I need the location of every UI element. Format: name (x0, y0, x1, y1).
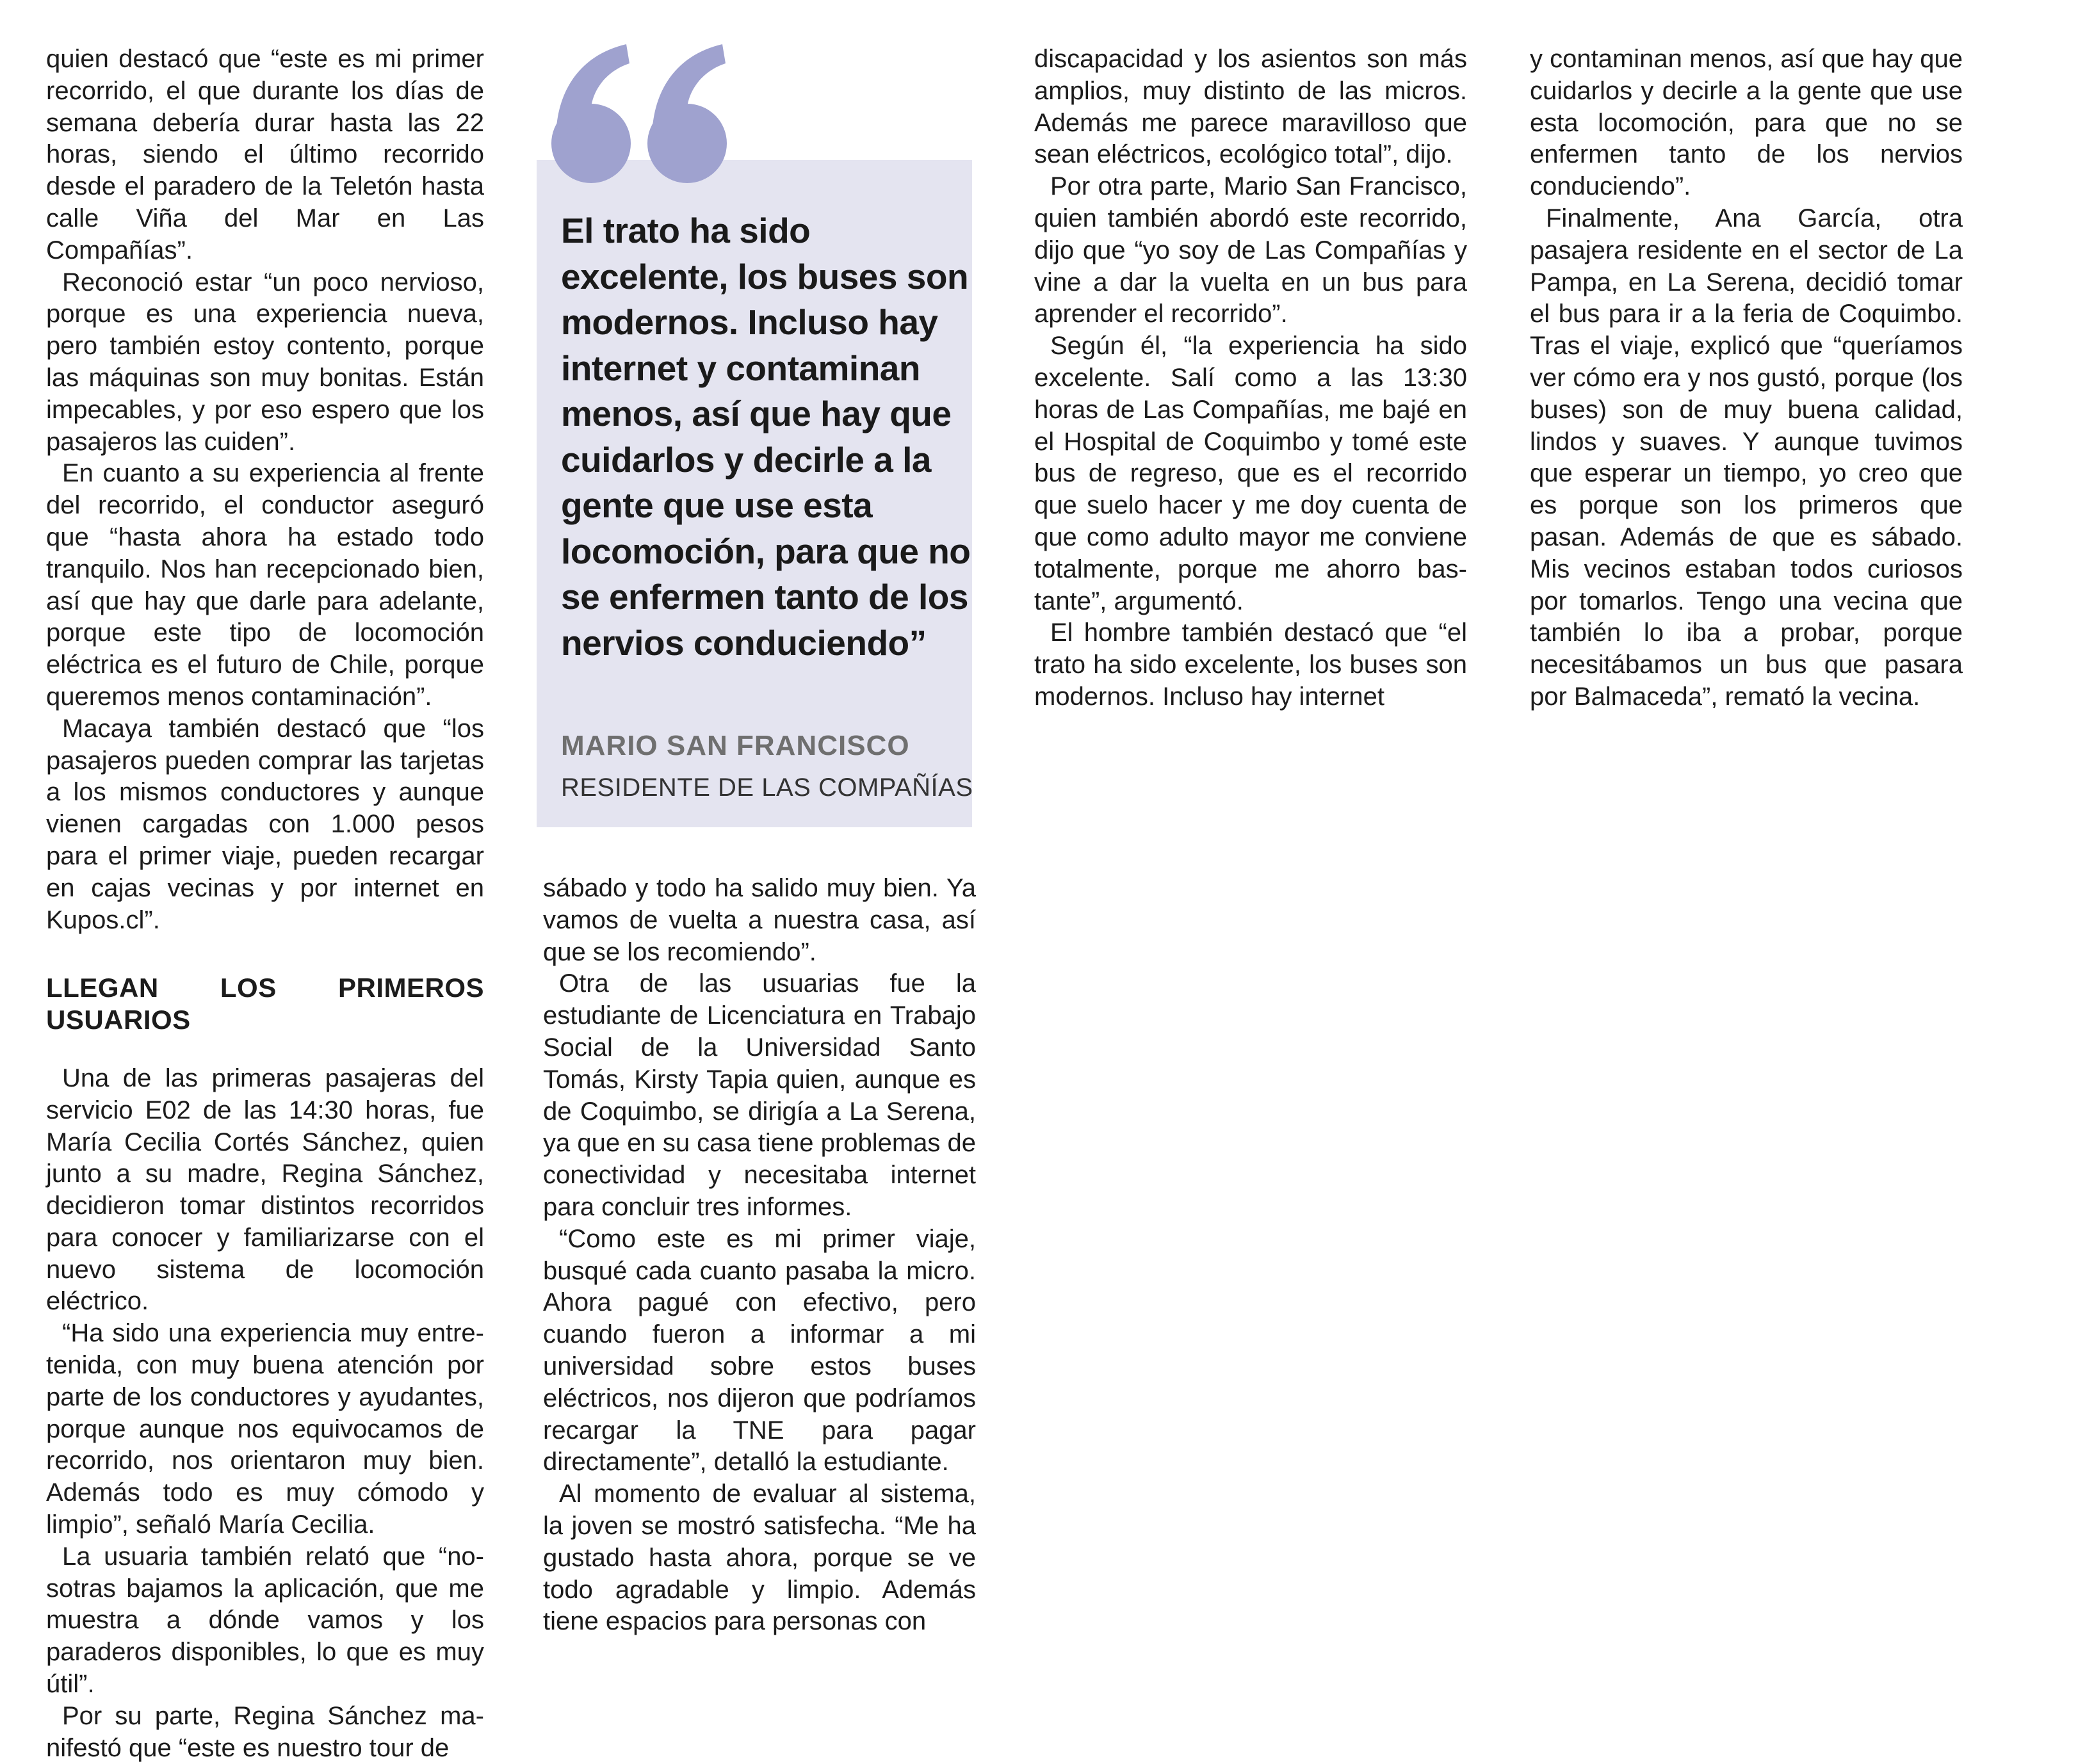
paragraph: y contaminan menos, así que hay que cuidarlos y decirle a la gente que use esta locomoción, para que no se enfermen tanto de los nervios conduciendo”. (1530, 45, 1963, 201)
paragraph: discapacidad y los asientos son más amplios, muy distinto de las micros. Además me parece maravilloso que sean eléctricos, ecológico total”, dijo. (1034, 45, 1467, 169)
paragraph: “Como este es mi primer viaje, busqué cada cuanto pasaba la micro. Ahora pagué con efectivo, pero cuando fueron a informar a mi universidad sobre estos buses eléctricos, nos dijeron que podríamos recargar la TNE para pagar directamente”, detalló la estudiante. (543, 1224, 976, 1477)
paragraph: Por otra parte, Mario San Francisco, quien también abordó este recorrido, dijo que “yo soy de Las Compañías y vine a dar la vuelta en un bus para aprender el recorrido”. (1034, 172, 1467, 328)
paragraph: Según él, “la experiencia ha sido excelente. Salí como a las 13:30 horas de Las Compañías, me bajé en el Hospital de Coquimbo y tomé este bus de regreso, que es el recorrido que suelo hacer y me doy cuenta de que como adulto mayor me conviene totalmente, porque me ahorro bas-tante”, argumentó. (1034, 332, 1467, 615)
paragraph: Finalmente, Ana García, otra pasajera residente en el sector de La Pampa, en La Serena, decidió tomar el bus para ir a la feria de Coquimbo. Tras el viaje, explicó que “queríamos ver cómo era y nos gustó, porque (los buses) son de muy buena calidad, lindos y suaves. Y aunque tuvimos que esperar un tiempo, yo creo que es porque son los primeros que pasan. Además de que es sábado. Mis vecinos estaban todos curiosos por tomarlos. Tengo una vecina que también lo iba a probar, porque necesitábamos un bus que pasara por Balmaceda”, remató la vecina. (1530, 204, 1963, 711)
paragraph: Una de las primeras pasajeras del servicio E02 de las 14:30 horas, fue María Cecilia Cortés Sánchez, quien junto a su madre, Regina Sánchez, decidieron tomar distintos recorridos para conocer y familiarizarse con el nuevo sistema de locomoción eléctrico. (46, 1064, 484, 1316)
article-column-1 (46, 44, 484, 1764)
paragraph: La usuaria también relató que “no-sotras bajamos la aplicación, que me muestra a dónde vamos y los paraderos disponibles, lo que es muy útil”. (46, 1542, 484, 1699)
article-column-4 (1530, 44, 1963, 713)
pull-quote-attribution-name: MARIO SAN FRANCISCO (561, 730, 910, 761)
article-column-2 (543, 873, 976, 1638)
quotation-mark-icon (530, 9, 735, 214)
paragraph: El hombre también destacó que “el trato ha sido excelente, los buses son modernos. Incluso hay internet (1034, 619, 1467, 711)
paragraph: quien destacó que “este es mi primer recorrido, el que durante los días de semana debería durar hasta las 22 horas, siendo el último recorrido desde el paradero de la Teletón hasta calle Viña del Mar en Las Compañías”. (46, 45, 484, 264)
pull-quote-attribution-role: RESIDENTE DE LAS COMPAÑÍAS (561, 773, 973, 802)
paragraph: “Ha sido una experiencia muy entre-tenida, con muy buena atención por parte de los conductores y ayudantes, porque aunque nos equivocamos de recorrido, nos orientaron muy bien. Además todo es muy cómodo y limpio”, señaló María Cecilia. (46, 1319, 484, 1539)
pull-quote-text: El trato ha sido excelente, los buses son modernos. Incluso hay internet y contaminan menos, así que hay que cuidarlos y decirle a la gente que use esta locomoción, para que no se enfermen tanto de los nervios conduciendo” (561, 211, 971, 663)
section-subheading: LLEGAN LOS PRIMEROS USUARIOS (46, 973, 484, 1035)
paragraph: sábado y todo ha salido muy bien. Ya vamos de vuelta a nuestra casa, así que se los recomiendo”. (543, 874, 976, 966)
paragraph: En cuanto a su experiencia al frente del recorrido, el conductor aseguró que “hasta ahora ha estado todo tranquilo. Nos han recepcionado bien, así que hay que darle para adelante, porque este tipo de locomoción eléctrica es el futuro de Chile, porque queremos menos contaminación”. (46, 459, 484, 711)
paragraph: Al momento de evaluar al sistema, la joven se mostró satisfecha. “Me ha gustado hasta ahora, porque se ve todo agradable y limpio. Además tiene espacios para personas con (543, 1480, 976, 1636)
paragraph: Macaya también destacó que “los pasajeros pueden comprar las tarjetas a los mismos conductores y aunque vienen cargadas con 1.000 pesos para el primer viaje, pueden recargar en cajas vecinas y por internet en Kupos.cl”. (46, 714, 484, 934)
paragraph: Por su parte, Regina Sánchez ma-nifestó que “este es nuestro tour de (46, 1701, 484, 1762)
article-column-3 (1034, 44, 1467, 713)
paragraph: Reconoció estar “un poco nervioso, porque es una experiencia nueva, pero también estoy contento, porque las máquinas son muy bonitas. Están impecables, y por eso espero que los pasajeros las cuiden”. (46, 268, 484, 456)
paragraph: Otra de las usuarias fue la estudiante de Licenciatura en Trabajo Social de la Universidad Santo Tomás, Kirsty Tapia quien, aunque es de Coquimbo, se dirigía a La Serena, ya que en su casa tiene problemas de conectividad y necesitaba internet para concluir tres informes. (543, 969, 976, 1221)
